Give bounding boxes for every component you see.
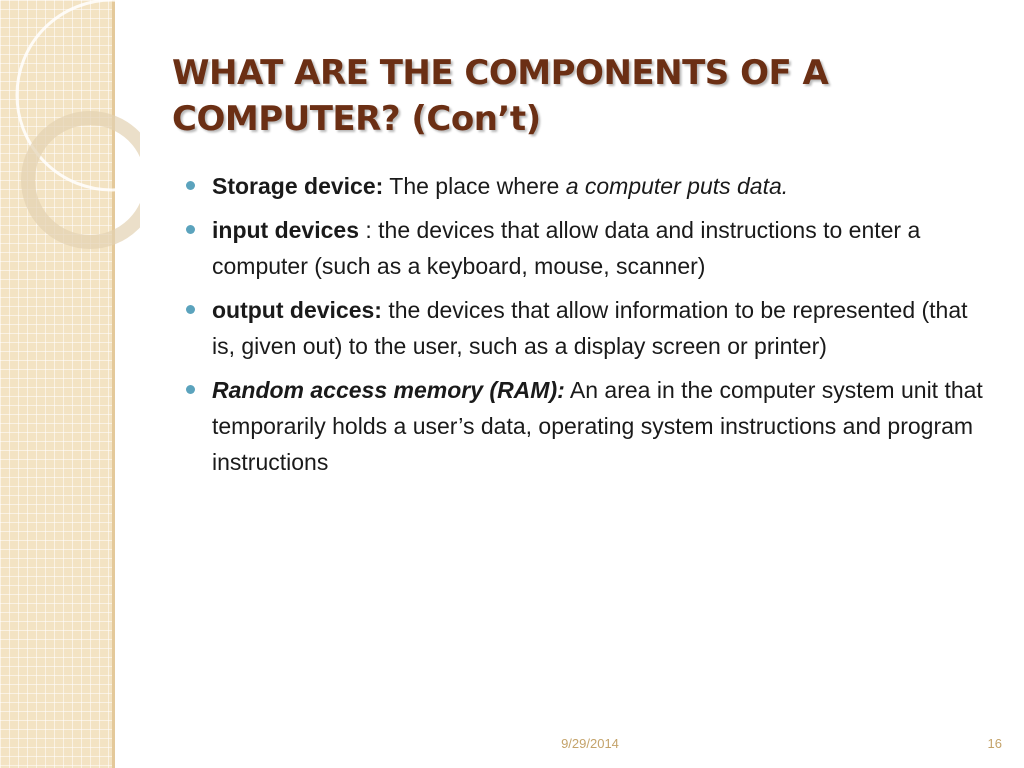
footer-date: 9/29/2014 xyxy=(561,736,619,751)
bullet-item-input-devices xyxy=(186,212,986,284)
bullet-term: Random access memory (RAM): xyxy=(212,377,565,403)
bullet-italic-text: a computer puts data. xyxy=(565,173,789,199)
bullet-list xyxy=(186,168,986,488)
bullet-text: The place where xyxy=(383,173,566,199)
slide-title xyxy=(172,50,992,142)
bullet-item-output-devices xyxy=(186,292,986,364)
bullet-term: output devices: xyxy=(212,297,382,323)
bullet-text: An area in the computer system unit that temporarily holds a user’s data, operating system instructions and program instructions xyxy=(212,377,983,475)
bullet-term: Storage device: xyxy=(212,173,384,199)
bullet-item-ram xyxy=(186,372,986,480)
bullet-term: input devices xyxy=(212,217,359,243)
title-line-2: COMPUTER? (Con’t) xyxy=(172,99,541,139)
bullet-icon xyxy=(186,225,195,234)
bullet-item-storage-device xyxy=(186,168,986,204)
page-number: 16 xyxy=(987,736,1002,751)
bullet-text: : the devices that allow data and instructions to enter a computer (such as a keyboard, mouse, scanner) xyxy=(212,217,921,279)
title-line-1: WHAT ARE THE COMPONENTS OF A xyxy=(172,53,829,93)
bullet-icon xyxy=(186,181,195,190)
decorative-circles-icon xyxy=(0,0,140,260)
bullet-icon xyxy=(186,385,195,394)
bullet-icon xyxy=(186,305,195,314)
bullet-text: the devices that allow information to be represented (that is, given out) to the user, such as a display screen or printer) xyxy=(212,297,968,359)
